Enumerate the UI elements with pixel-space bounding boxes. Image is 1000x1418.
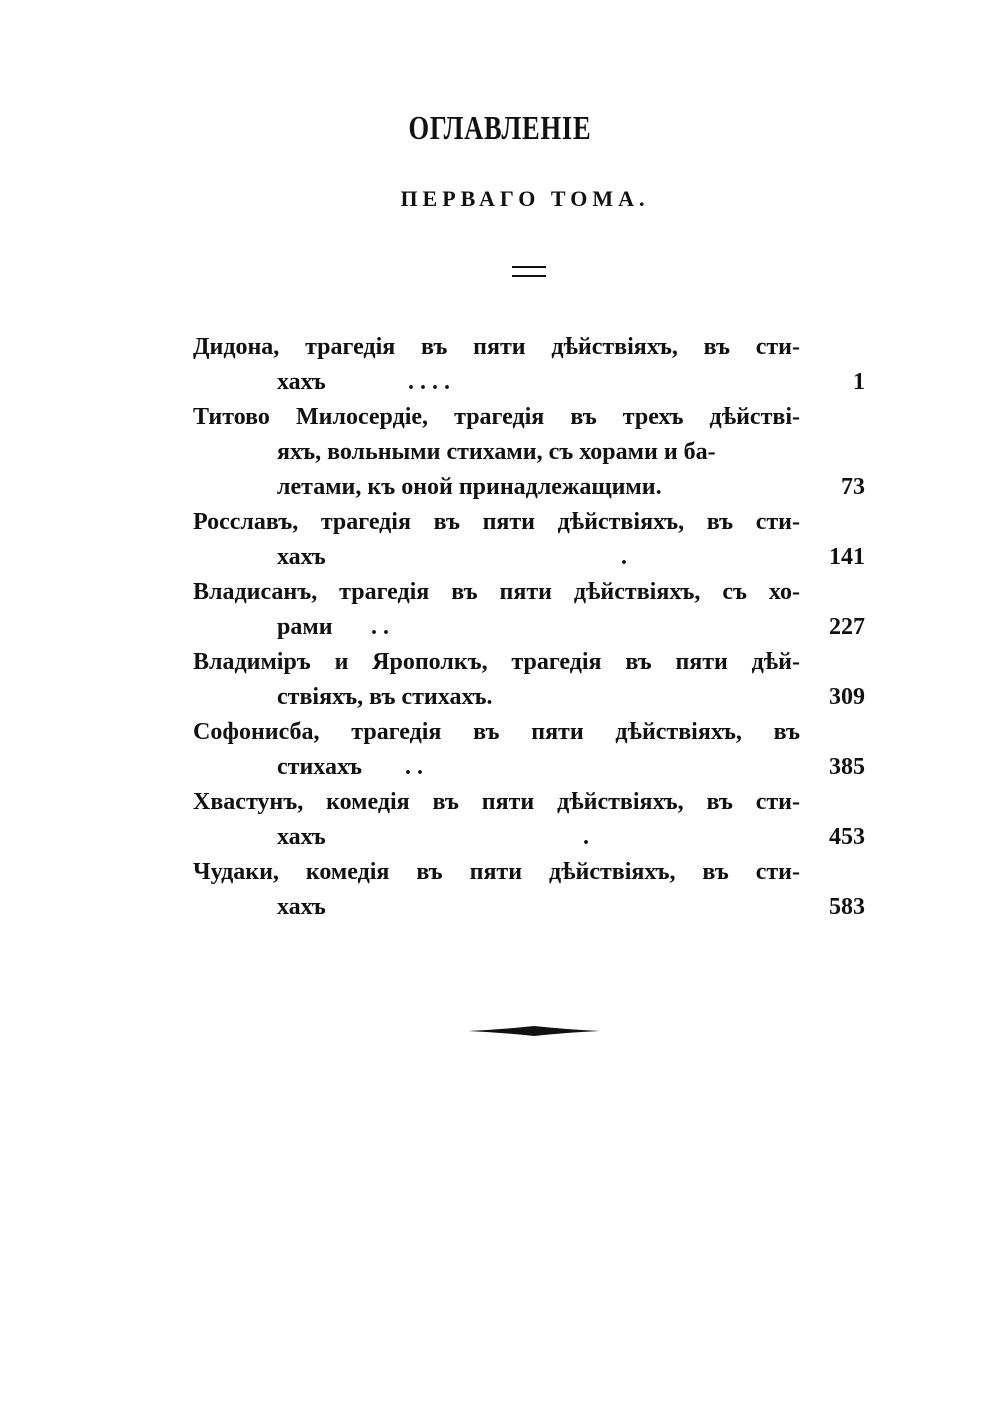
toc-entry-title: Хвастунъ, комедія въ пяти дѣйствіяхъ, въ сти- bbox=[193, 789, 800, 815]
toc-entry[interactable] bbox=[193, 400, 865, 505]
toc-entry-title: хахъ bbox=[277, 544, 326, 570]
toc-entry-title: хахъ bbox=[277, 824, 326, 850]
toc-entry-title: хахъ bbox=[277, 369, 326, 395]
toc-entry-title: Чудаки, комедія въ пяти дѣйствіяхъ, въ сти- bbox=[193, 859, 800, 885]
toc-entry-title: Росславъ, трагедія въ пяти дѣйствіяхъ, въ сти- bbox=[193, 509, 800, 535]
toc-entry-title: Дидона, трагедія въ пяти дѣйствіяхъ, въ сти- bbox=[193, 334, 800, 360]
dot-leader: . . . . bbox=[408, 369, 450, 395]
toc-page-number: 583 bbox=[829, 894, 865, 920]
toc-entry-title: рами bbox=[277, 614, 333, 640]
toc-entry[interactable] bbox=[193, 785, 865, 855]
toc-page-number: 227 bbox=[829, 614, 865, 640]
dot-leader: . . bbox=[405, 754, 423, 780]
table-of-contents bbox=[193, 330, 865, 925]
dot-leader: . . bbox=[371, 614, 389, 640]
toc-entry-title: Владиміръ и Ярополкъ, трагедія въ пяти дѣй- bbox=[193, 649, 800, 675]
dot-leader: . bbox=[583, 824, 589, 850]
toc-entry[interactable] bbox=[193, 645, 865, 715]
toc-page-number: 73 bbox=[841, 474, 865, 500]
double-rule-divider bbox=[512, 266, 546, 277]
toc-entry[interactable] bbox=[193, 505, 865, 575]
toc-page-number: 1 bbox=[853, 369, 865, 395]
toc-page-number: 453 bbox=[829, 824, 865, 850]
toc-entry-title: ствіяхъ, въ стихахъ. bbox=[277, 684, 493, 710]
toc-entry-title: Титово Милосердіе, трагедія въ трехъ дѣйстві- bbox=[193, 404, 800, 430]
toc-entry-title: хахъ bbox=[277, 894, 326, 920]
toc-entry-title: стихахъ bbox=[277, 754, 363, 780]
toc-entry[interactable] bbox=[193, 855, 865, 925]
page-title: ОГЛАВЛЕНІЕ bbox=[408, 110, 592, 147]
dot-leader: . bbox=[621, 544, 627, 570]
toc-entry[interactable] bbox=[193, 330, 865, 400]
toc-entry[interactable] bbox=[193, 715, 865, 785]
toc-entry-title: яхъ, вольными стихами, съ хорами и ба- bbox=[277, 439, 716, 465]
toc-entry-title: летами, къ оной принадлежащими. bbox=[277, 474, 662, 500]
toc-entry-title: Владисанъ, трагедія въ пяти дѣйствіяхъ, съ хо- bbox=[193, 579, 800, 605]
toc-page-number: 385 bbox=[829, 754, 865, 780]
toc-page-number: 309 bbox=[829, 684, 865, 710]
toc-entry-title: Софонисба, трагедія въ пяти дѣйствіяхъ, въ bbox=[193, 719, 800, 745]
toc-page-number: 141 bbox=[829, 544, 865, 570]
page-subtitle: ПЕРВАГО ТОМА. bbox=[400, 186, 650, 211]
toc-entry[interactable] bbox=[193, 575, 865, 645]
ornamental-rule bbox=[468, 1024, 600, 1038]
